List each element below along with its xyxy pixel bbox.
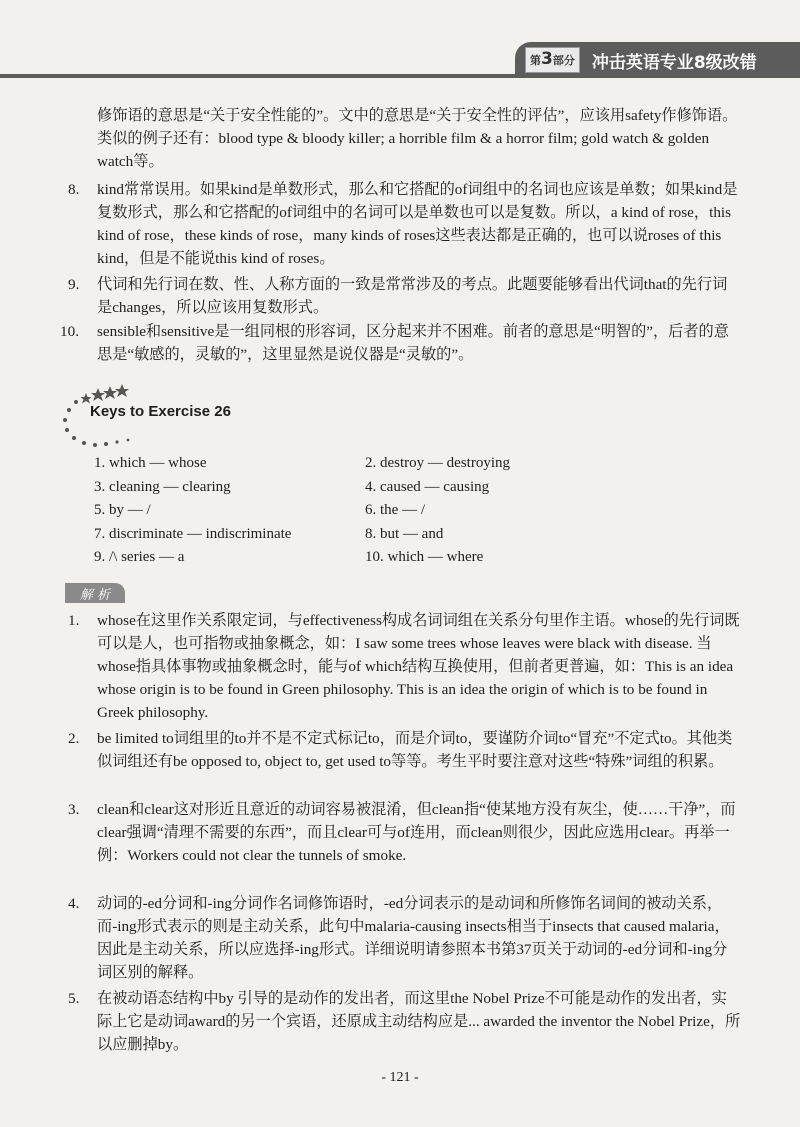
item-number: 8. (68, 181, 80, 198)
item-number: 10. (60, 323, 79, 340)
explanation-text: be limited to词组里的to并不是不定式标记to，而是介词to，要谨防介词to“冒充”不定式to。其他类似词组还有be opposed to, object to, get used to等等。考生平时要注意对这些“特殊”词组的积累。 (97, 730, 733, 770)
part-number: 3 (541, 49, 553, 69)
key-answer: 1. which — whose (94, 455, 207, 471)
key-answer: 5. by — / (94, 502, 151, 518)
item-text: 代词和先行词在数、性、人称方面的一致是常常涉及的考点。此题要能够看出代词that的先行词是changes，所以应该用复数形式。 (97, 276, 728, 316)
key-answer: 8. but — and (365, 526, 444, 542)
key-answer: 10. which — where (365, 549, 484, 565)
key-answer: 2. destroy — destroying (365, 455, 510, 471)
key-answer: 9. /\ series — a (94, 549, 185, 565)
explanation-text: whose在这里作关系限定词，与effectiveness构成名词词组在关系分句里作主语。whose的先行词既可以是人，也可指物或抽象概念，如：I saw some trees whose leaves were black with disease. 当whose指具体事物或抽象概念时，能与of which结构互换使用，但前者更普遍，如：This is an idea whose origin is to be found in Green philosophy. This is an idea the origin of which is to be found in Greek philosophy. (97, 612, 740, 721)
explanation-number: 5. (68, 990, 80, 1007)
explanation-text: 在被动语态结构中by 引导的是动作的发出者，而这里the Nobel Prize不可能是动作的发出者，实际上它是动词award的另一个宾语，还原成主动结构应是... awarded the inventor the Nobel Prize，所以应删掉by。 (97, 990, 741, 1053)
part-badge (525, 47, 580, 73)
keys-title: Keys to Exercise 26 (90, 403, 231, 420)
analysis-label: 解 析 (65, 583, 125, 603)
key-answer: 4. caused — causing (365, 479, 490, 495)
explanation-text: clean和clear这对形近且意近的动词容易被混淆，但clean指“使某地方没有灰尘，使……干净”，而clear强调“清理不需要的东西”，而且clear可与of连用，而clean则很少，因此应选用clear。再举一例：Workers could not clear the tunnels of smoke. (97, 801, 736, 864)
explanation-number: 4. (68, 895, 80, 912)
explanation-text: 动词的-ed分词和-ing分词作名词修饰语时，-ed分词表示的是动词和所修饰名词间的被动关系，而-ing形式表示的则是主动关系，此句中malaria-causing insects相当于insects that caused malaria，因此是主动关系，所以应选择-ing形式。详细说明请参照本书第37页关于动词的-ed分词和-ing分词区别的解释。 (97, 895, 730, 981)
page-number: - 121 - (381, 1070, 419, 1085)
part-suffix: 部分 (552, 54, 575, 67)
item-text: kind常常误用。如果kind是单数形式，那么和它搭配的of词组中的名词也应该是单数；如果kind是复数形式，那么和它搭配的of词组中的名词可以是单数也可以是复数。所以，a kind of rose，this kind of rose，these kinds of rose，many kinds of roses这些表达都是正确的，也可以说roses of this kind，但是不能说this kind of roses。 (97, 181, 738, 267)
part-prefix: 第 (530, 54, 541, 67)
key-answer: 7. discriminate — indiscriminate (94, 526, 292, 542)
item-number: 9. (68, 276, 80, 293)
explanation-number: 1. (68, 612, 80, 629)
continued-paragraph: 修饰语的意思是“关于安全性能的”。文中的意思是“关于安全性的评估”，应该用safety作修饰语。类似的例子还有：blood type & bloody killer; a horrible film & a horror film; gold watch & golden watch等。 (97, 107, 738, 170)
key-answer: 3. cleaning — clearing (94, 479, 231, 495)
explanation-number: 3. (68, 801, 80, 818)
item-text: sensible和sensitive是一组同根的形容词，区分起来并不困难。前者的意思是“明智的”，后者的意思是“敏感的，灵敏的”，这里显然是说仪器是“灵敏的”。 (97, 323, 729, 363)
explanation-number: 2. (68, 730, 80, 747)
section-title: 冲击英语专业8级改错 (591, 52, 757, 73)
key-answer: 6. the — / (365, 502, 425, 518)
section-header (515, 42, 800, 78)
